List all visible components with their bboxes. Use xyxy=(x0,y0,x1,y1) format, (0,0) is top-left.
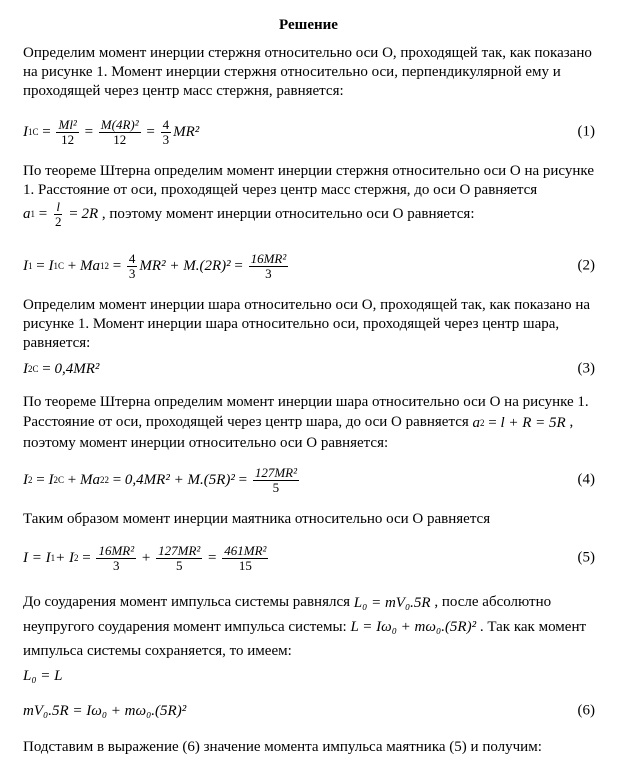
equation-number: (1) xyxy=(577,123,595,140)
equation-4: I 2 = I 2C + Ma 2 2 = 0,4MR² + M.(5R)² = $\frac{\text{127MR²}}{5}$ (4) xyxy=(23,464,595,495)
paragraph-3: Определим момент инерции шара относительно оси О, проходящей так, как показано на рисунке 1. Момент инерции шара относительно оси, проходящей через центр шара, равняется: xyxy=(23,297,591,351)
equation-5: I = I 1 + I 2 = $\frac{\text{16MR²}}{3}$ + $\frac{\text{127MR²}}{5}$ = $\frac{\text{461MR²}}{15}$ (5) xyxy=(23,542,595,573)
equation-number: (5) xyxy=(577,549,595,566)
formula-a2: a 2 = l + R = 5R xyxy=(472,414,566,431)
formula-l0: L₀ = mV₀.5R xyxy=(353,594,431,611)
formula-l: L = Iω₀ + mω₀.(5R)² xyxy=(350,619,477,636)
paragraph-1: Определим момент инерции стержня относительно оси О, проходящей так, как показано на рисунке 1. Момент инерции стержня относительно оси, перпендикулярной ему и проходящей через центр масс стержня, равняется: xyxy=(23,45,592,99)
fraction: $\frac{\text{M(4R)²}}{12}$ xyxy=(100,116,139,147)
paragraph-5: Таким образом момент инерции маятника относительно оси О равняется xyxy=(23,511,491,527)
paragraph-2: По теореме Штерна определим момент инерции стержня относительно оси О на рисунке 1. Расстояние от оси, проходящей через центр масс стержня, до оси О равняется a 1 = $\frac{l}{2}$ = 2R , поэтому момент инерции относительно оси О равняется: xyxy=(23,163,594,229)
equation-6a: L₀ = L xyxy=(23,667,63,684)
page-title: Решение xyxy=(279,17,338,33)
equation-3: I 2C = 0,4MR² (3) xyxy=(23,360,595,377)
equation-number: (3) xyxy=(577,360,595,377)
fraction: $\frac{\text{Ml²}}{12}$ xyxy=(58,116,77,147)
fraction: $\frac{4}{3}$ xyxy=(162,116,170,147)
equation-number: (4) xyxy=(577,471,595,488)
paragraph-6: До соударения момент импульса системы равнялся L₀ = mV₀.5R , после абсолютно неупругого соударения момент импульса системы: L = Iω₀ + mω₀.(5R)² . Так как момент импульса системы сохраняется, то имеем: xyxy=(23,590,595,663)
equation-6: mV₀.5R = Iω₀ + mω₀.(5R)² (6) xyxy=(23,702,595,719)
equation-number: (2) xyxy=(577,257,595,274)
equation-1: I 1C = $\frac{\text{Ml²}}{12}$ = $\frac{\text{M(4R)²}}{12}$ = $\frac{4}{3}$ MR² (1) xyxy=(23,116,595,147)
equation-2: I 1 = I 1C + Ma 1 2 = $\frac{4}{3}$ MR² + M.(2R)² = $\frac{\text{16MR²}}{3}$ (2) xyxy=(23,250,595,281)
paragraph-4: По теореме Штерна определим момент инерции шара относительно оси О на рисунке 1. Расстояние от оси, проходящей через центр шара, до оси О равняется a 2 = l + R = 5R , поэтому момент инерции относительно оси О равняется: xyxy=(23,394,589,451)
formula-a1: a 1 = $\frac{l}{2}$ = 2R xyxy=(23,199,99,229)
equation-number: (6) xyxy=(577,702,595,719)
paragraph-7: Подставим в выражение (6) значение момента импульса маятника (5) и получим: xyxy=(23,739,542,755)
